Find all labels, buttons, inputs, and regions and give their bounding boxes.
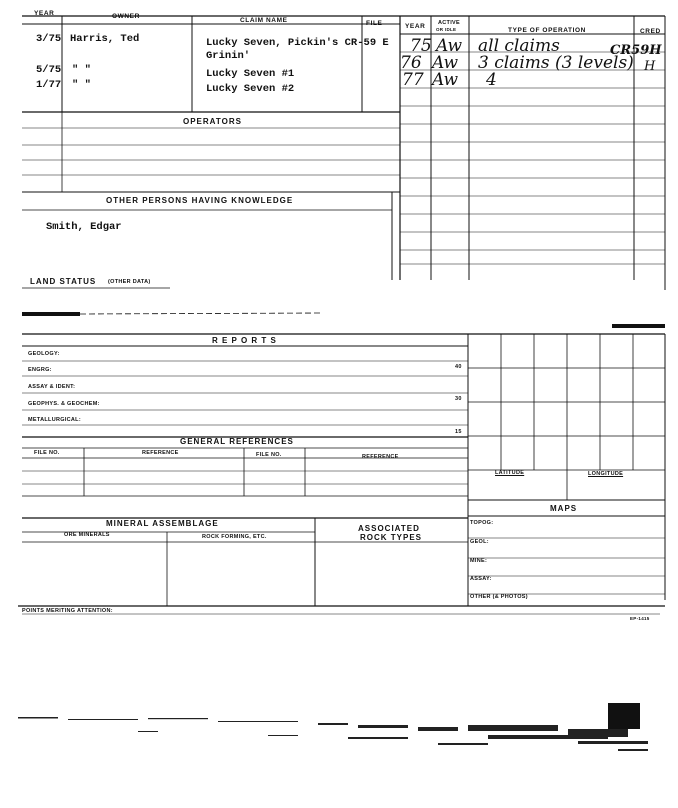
header-owner: OWNER [112, 13, 140, 20]
scan-noise-strip [18, 713, 658, 763]
refs-reference-2: REFERENCE [362, 454, 399, 460]
knowledge-title: OTHER PERSONS HAVING KNOWLEDGE [106, 196, 294, 205]
owner-row-claim: Lucky Seven #2 [206, 83, 295, 95]
activity-year: 77 [402, 70, 424, 90]
activity-year: 75 [410, 36, 432, 56]
maps-title: MAPS [550, 504, 578, 513]
activity-credit: CR59H [610, 43, 662, 58]
land-status-label: LAND STATUS [30, 277, 97, 286]
activity-operation: 4 [486, 70, 497, 90]
form-number: EP-1415 [630, 616, 650, 621]
header-claim-name: CLAIM NAME [240, 17, 288, 24]
latitude-label: LATITUDE [495, 470, 525, 476]
header-file: FILE [366, 20, 383, 27]
maps-row-label: ASSAY: [470, 576, 492, 582]
activity-operation: all claims [478, 36, 560, 56]
owner-row-owner: " " [72, 79, 91, 91]
owner-row-claim: Lucky Seven #1 [206, 68, 295, 80]
activity-year: 76 [400, 53, 422, 73]
knowledge-person: Smith, Edgar [46, 221, 122, 233]
reports-scale-mark: 30 [455, 396, 462, 402]
activity-active: Aw [436, 36, 463, 56]
general-references-title: GENERAL REFERENCES [180, 437, 294, 446]
reports-scale-mark: 40 [455, 364, 462, 370]
reports-row-label: ASSAY & IDENT: [28, 384, 76, 390]
rock-types-label: ROCK TYPES [360, 533, 423, 542]
operators-title: OPERATORS [183, 117, 242, 126]
owner-row-year: 5/75 [36, 64, 62, 76]
header-year: YEAR [34, 10, 55, 17]
longitude-label: LONGITUDE [588, 471, 624, 477]
header-type-of-operation: TYPE OF OPERATION [508, 27, 586, 34]
land-status-sub: (OTHER DATA) [108, 279, 151, 285]
header-credit: CRED [640, 28, 661, 35]
maps-row-label: GEOL: [470, 539, 489, 545]
reports-scale-mark: 15 [455, 429, 462, 435]
mineral-assemblage-title: MINERAL ASSEMBLAGE [106, 519, 219, 528]
owner-row-claim: Lucky Seven, Pickin's CR-59 E [206, 37, 389, 49]
reports-title: R E P O R T S [212, 336, 277, 345]
points-meriting-attention: POINTS MERITING ATTENTION: [22, 608, 113, 614]
header-active-sub: OR IDLE [436, 27, 457, 32]
refs-file-no: FILE NO. [34, 450, 60, 456]
header-year-2: YEAR [405, 23, 426, 30]
reports-row-label: GEOLOGY: [28, 351, 60, 357]
refs-reference: REFERENCE [142, 450, 179, 456]
header-active: ACTIVE [438, 20, 460, 26]
maps-row-label: TOPOG: [470, 520, 494, 526]
reports-row-label: METALLURGICAL: [28, 417, 81, 423]
owner-row-owner: Harris, Ted [70, 33, 140, 45]
owner-row-year: 1/77 [36, 79, 62, 91]
activity-active: Aw [432, 70, 459, 90]
owner-row-claim: Grinin' [206, 50, 251, 62]
maps-row-label: OTHER (& PHOTOS) [470, 594, 528, 600]
owner-row-owner: " " [72, 64, 91, 76]
refs-file-no-2: FILE NO. [256, 452, 282, 458]
reports-row-label: ENGRG: [28, 367, 52, 373]
rock-forming-label: ROCK FORMING, ETC. [202, 534, 267, 540]
ore-minerals-label: ORE MINERALS [64, 532, 110, 538]
associated-label: ASSOCIATED [358, 524, 420, 533]
activity-credit: H [644, 59, 656, 74]
activity-active: Aw [432, 53, 459, 73]
activity-operation: 3 claims (3 levels) [478, 53, 634, 73]
owner-row-year: 3/75 [36, 33, 62, 45]
maps-row-label: MINE: [470, 558, 488, 564]
reports-row-label: GEOPHYS. & GEOCHEM: [28, 401, 100, 407]
